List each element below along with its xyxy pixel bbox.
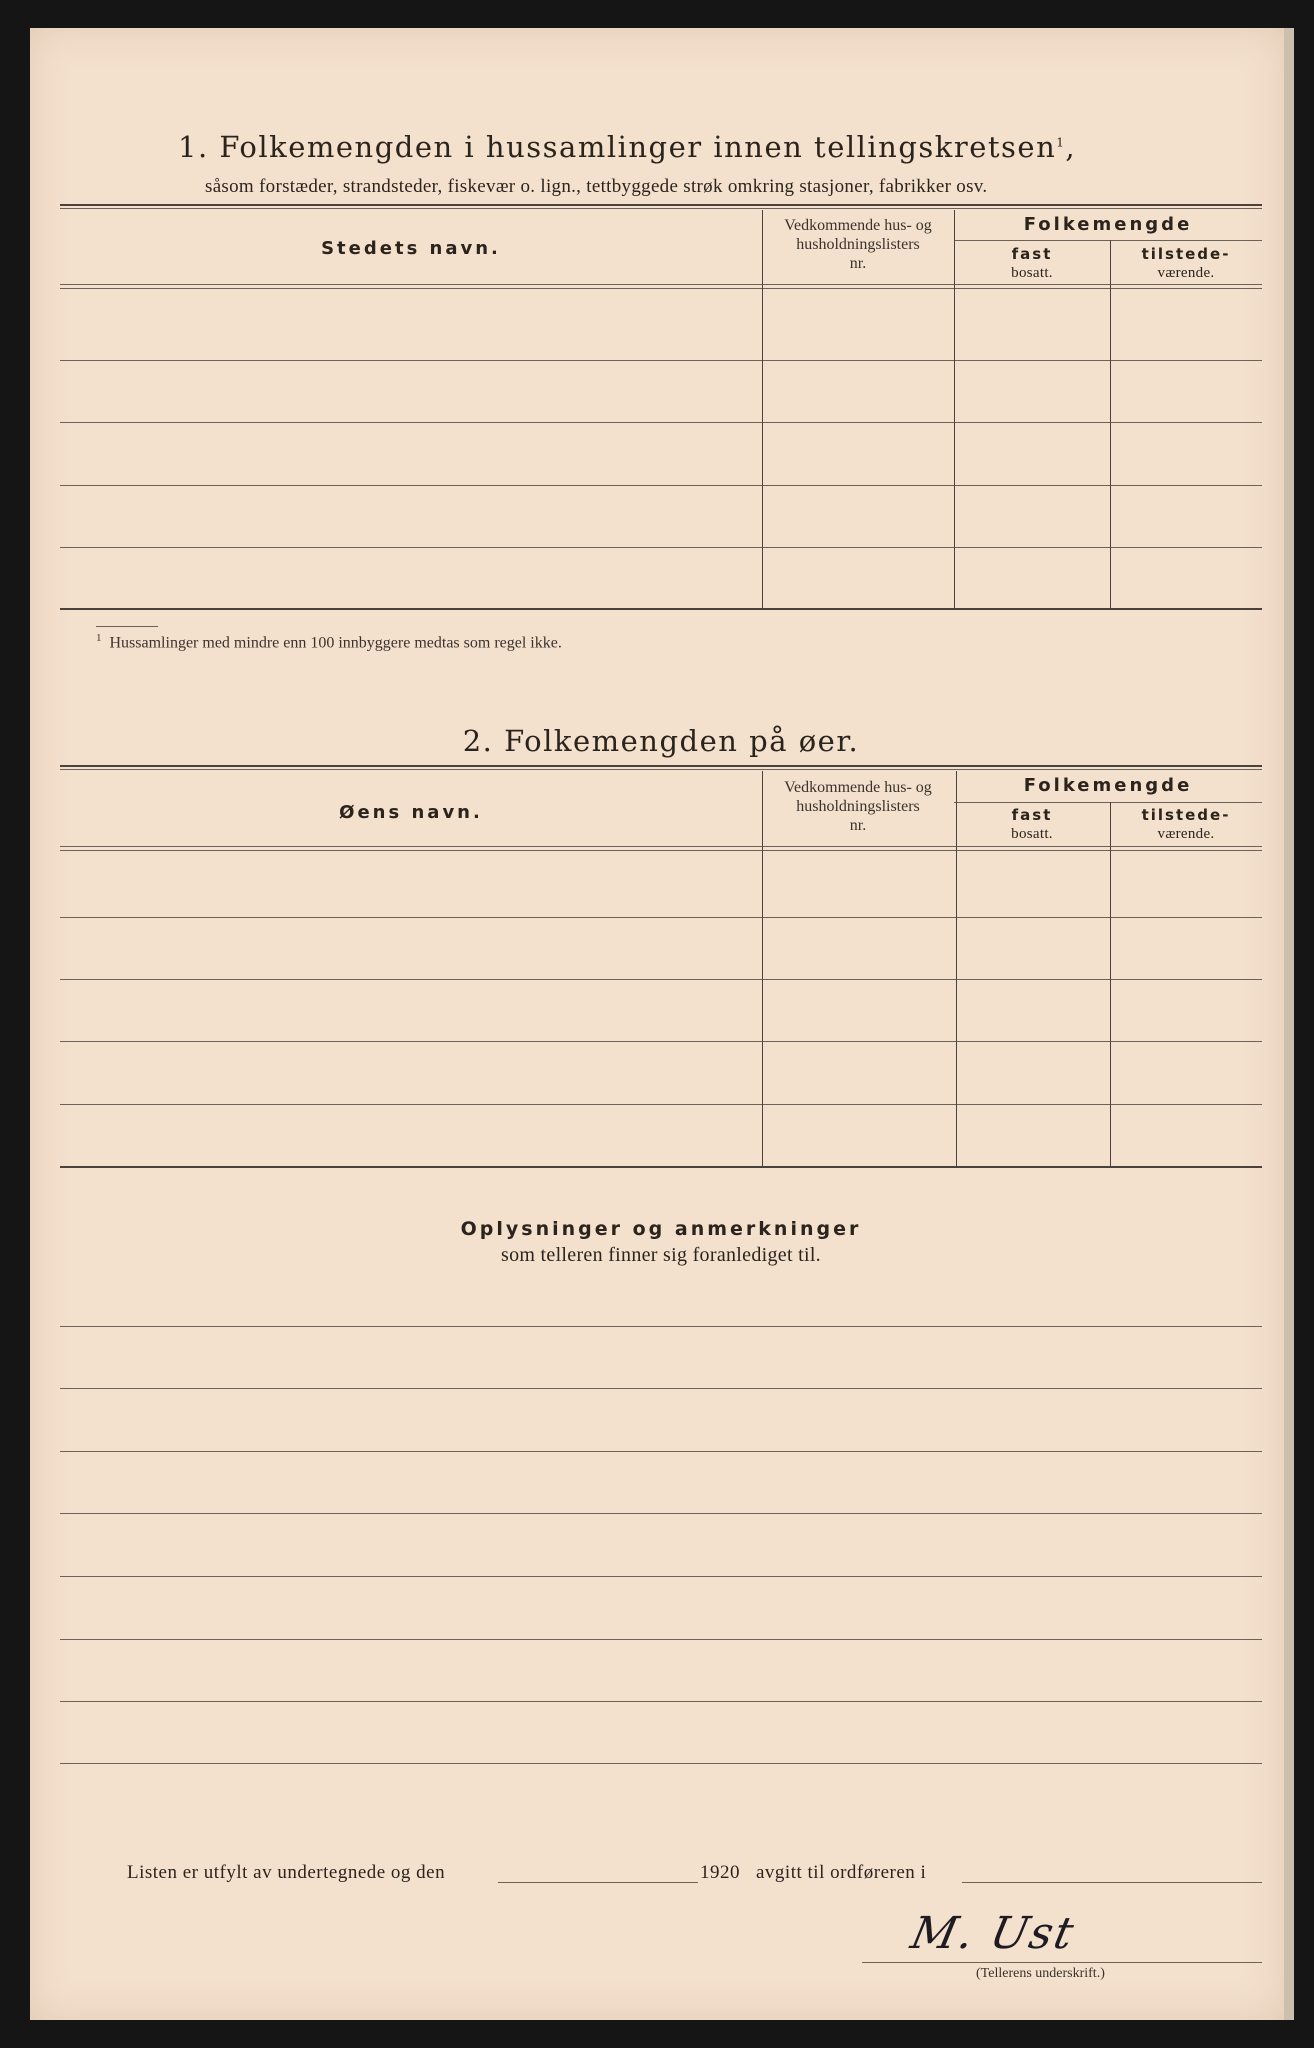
table2-col-list-line2: husholdningslisters — [796, 798, 920, 815]
table2-row-rule — [60, 1104, 1262, 1105]
section1-title — [178, 130, 1076, 164]
table1-col-list — [762, 216, 954, 273]
table2-header-rule-2 — [60, 850, 1262, 851]
remarks-line — [60, 1388, 1262, 1389]
page-edge — [1284, 28, 1294, 2020]
table1-col-fast-line2: bosatt. — [1011, 265, 1053, 281]
remarks-title: Oplysninger og anmerkninger — [460, 1218, 862, 1240]
table2-col-divider — [762, 771, 763, 1166]
remarks-line — [60, 1513, 1262, 1514]
table1-bottom-rule — [60, 608, 1262, 610]
table1-col-fast — [954, 245, 1110, 283]
section2-title: 2. Folkemengden på øer. — [462, 724, 860, 758]
table2-col-tilstede-line1: tilstede- — [1141, 806, 1231, 824]
table2-col-fast — [954, 806, 1110, 844]
table2-col-list-line3: nr. — [849, 817, 867, 834]
table1-col-list-line3: nr. — [849, 255, 867, 272]
section1-subtitle: såsom forstæder, strandsteder, fiskevær o. lign., tettbyggede strøk omkring stasjoner, fabrikker osv. — [205, 176, 988, 197]
remarks-line — [60, 1701, 1262, 1702]
table1-header-rule — [60, 284, 1262, 285]
remarks-line — [60, 1451, 1262, 1452]
table1-col-divider — [1110, 240, 1111, 608]
signoff-date-line — [498, 1882, 698, 1883]
table1-header-rule-2 — [60, 288, 1262, 289]
table2-top-rule-thin — [60, 769, 1262, 770]
table1-row-rule — [60, 360, 1262, 361]
table2-col-fast-line2: bosatt. — [1011, 826, 1053, 842]
table1-top-rule-thin — [60, 208, 1262, 209]
table1-group-rule — [954, 240, 1262, 241]
table2-col-fast-line1: fast — [1011, 806, 1053, 824]
table1-col-tilstede-line1: tilstede- — [1141, 245, 1231, 263]
table1-col-list-line1: Vedkommende hus- og — [784, 217, 932, 234]
table1-col-fast-line1: fast — [1011, 245, 1053, 263]
signature-caption: (Tellerens underskrift.) — [976, 1966, 1105, 1981]
remarks-subtitle: som telleren finner sig foranlediget til. — [501, 1244, 821, 1266]
table1-row-rule — [60, 485, 1262, 486]
footnote — [96, 632, 562, 652]
table2-group-rule — [954, 802, 1262, 803]
table1-row-rule — [60, 547, 1262, 548]
table2-col-list — [762, 778, 954, 835]
signoff-municipality-line — [962, 1882, 1262, 1883]
table2-col-divider — [956, 771, 957, 1166]
table1-col-tilstede — [1110, 245, 1262, 283]
table1-col-divider — [954, 210, 955, 608]
section1-title-footnote-mark: 1 — [1056, 135, 1066, 150]
table1-col-tilstede-line2: værende. — [1157, 265, 1215, 281]
table2-row-rule — [60, 979, 1262, 980]
handwritten-signature: M. Ust — [906, 1908, 1080, 1959]
remarks-line — [60, 1326, 1262, 1327]
section1-title-comma: , — [1065, 130, 1077, 164]
table2-row-rule — [60, 1041, 1262, 1042]
table2-row-rule — [60, 917, 1262, 918]
table1-row-rule — [60, 422, 1262, 423]
remarks-line — [60, 1576, 1262, 1577]
section1-title-text: 1. Folkemengden i hussamlinger innen tellingskretsen — [178, 130, 1057, 164]
table2-col-group: Folkemengde — [1023, 775, 1193, 796]
signoff-text-end: avgitt til ordføreren i — [756, 1862, 927, 1883]
table1-col-divider — [762, 210, 763, 608]
footnote-text: Hussamlinger med mindre enn 100 innbyggere medtas som regel ikke. — [109, 634, 562, 652]
table1-col-group: Folkemengde — [1023, 214, 1193, 235]
table1-col-name: Stedets navn. — [321, 238, 501, 259]
table2-header-rule — [60, 846, 1262, 847]
table2-col-tilstede-line2: værende. — [1157, 826, 1215, 842]
table2-col-tilstede — [1110, 806, 1262, 844]
signoff-text-start: Listen er utfylt av undertegnede og den — [127, 1862, 446, 1883]
footnote-mark: 1 — [96, 632, 102, 644]
table1-top-rule — [60, 204, 1262, 206]
signoff-year: 1920 — [700, 1862, 740, 1883]
footnote-rule — [96, 626, 158, 627]
remarks-line — [60, 1639, 1262, 1640]
table2-col-list-line1: Vedkommende hus- og — [784, 779, 932, 796]
table1-col-list-line2: husholdningslisters — [796, 236, 920, 253]
table2-col-divider — [1110, 802, 1111, 1166]
signature-line — [862, 1962, 1262, 1963]
table2-col-name: Øens navn. — [339, 802, 483, 823]
census-form-page — [30, 28, 1284, 2020]
remarks-line — [60, 1763, 1262, 1764]
table2-bottom-rule — [60, 1166, 1262, 1168]
table2-top-rule — [60, 765, 1262, 767]
